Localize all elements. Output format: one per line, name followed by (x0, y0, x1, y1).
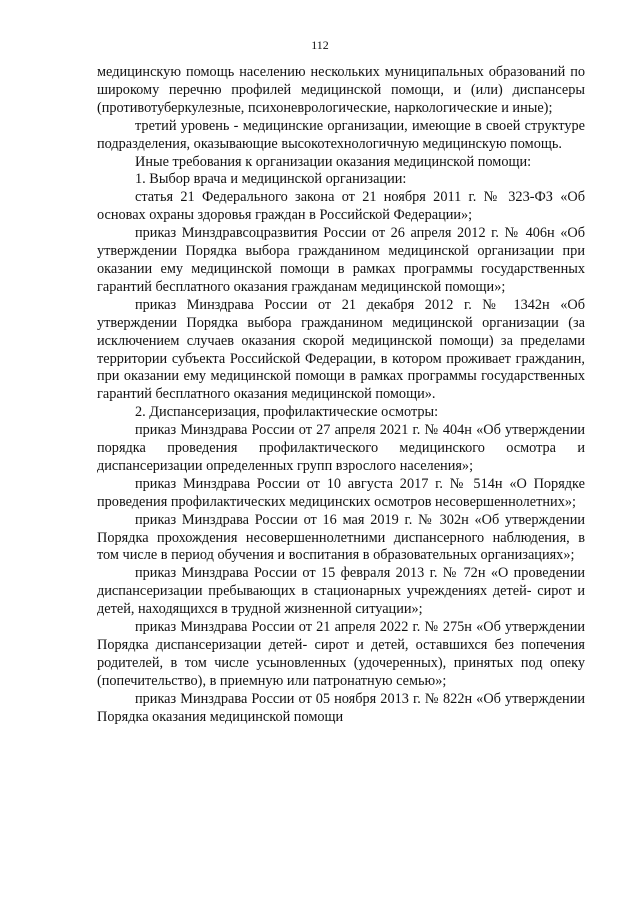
section-heading: 2. Диспансеризация, профилактические осмотры: (135, 404, 439, 421)
paragraph: приказ Минздрава России от 27 апреля 2021 г. № 404н «Об утверждении порядка проведения профилактического медицинского осмотра и диспансеризации определенных групп взрослого населения»; (97, 422, 585, 474)
paragraph: приказ Минздрава России от 05 ноября 2013 г. № 822н «Об утверждении Порядка оказания медицинской помощи (97, 690, 585, 725)
paragraph: Иные требования к организации оказания медицинской помощи: (135, 153, 532, 170)
paragraph: приказ Минздрава России от 16 мая 2019 г. № 302н «Об утверждении Порядка прохождения несовершеннолетними диспансерного наблюдения, в том числе в период обучения и воспитания в образовательных организациях»; (97, 511, 585, 564)
paragraph: приказ Минздрава России от 21 декабря 2012 г. № 1342н «Об утверждении Порядка выбора гражданином медицинской организации (за исключением случаев оказания скорой медицинской помощи) за пределами территории субъекта Российской Федерации, в котором проживает гражданин, при оказании ему медицинской помощи в рамках программы государственных гарантий бесплатного оказания медицинской помощи». (97, 296, 585, 403)
paragraph: медицинскую помощь населению нескольких муниципальных образований по широкому перечню профилей медицинской помощи, и (или) диспансеры (противотуберкулезные, психоневрологические, наркологические и иные); (97, 64, 585, 116)
paragraph: приказ Минздрава России от 21 апреля 2022 г. № 275н «Об утверждении Порядка диспансеризации детей- сирот и детей, оставшихся без попечения родителей, в том числе усыновленных (удочеренных), принятых под опеку (попечительство), в приемную или патронатную семью»; (97, 619, 585, 689)
paragraph: статья 21 Федерального закона от 21 ноября 2011 г. № 323-ФЗ «Об основах охраны здоровья граждан в Российской Федерации»; (97, 189, 585, 224)
paragraph: приказ Минздрава России от 10 августа 2017 г. № 514н «О Порядке проведения профилактических медицинских осмотров несовершеннолетних»; (97, 475, 585, 510)
paragraph: третий уровень - медицинские организации, имеющие в своей структуре подразделения, оказывающие высокотехнологичную медицинскую помощь. (97, 117, 585, 152)
paragraph: приказ Минздравсоцразвития России от 26 апреля 2012 г. № 406н «Об утверждении Порядка выбора гражданином медицинской организации при оказании ему медицинской помощи в рамках программы государственных гарантий бесплатного оказания гражданам медицинской помощи»; (97, 225, 585, 295)
section-heading: 1. Выбор врача и медицинской организации: (135, 171, 407, 188)
paragraph: приказ Минздрава России от 15 февраля 2013 г. № 72н «О проведении диспансеризации пребывающих в стационарных учреждениях детей- сирот и детей, находящихся в трудной жизненной ситуации»; (97, 565, 585, 618)
page-number: 112 (311, 38, 329, 52)
document-body (97, 64, 585, 727)
